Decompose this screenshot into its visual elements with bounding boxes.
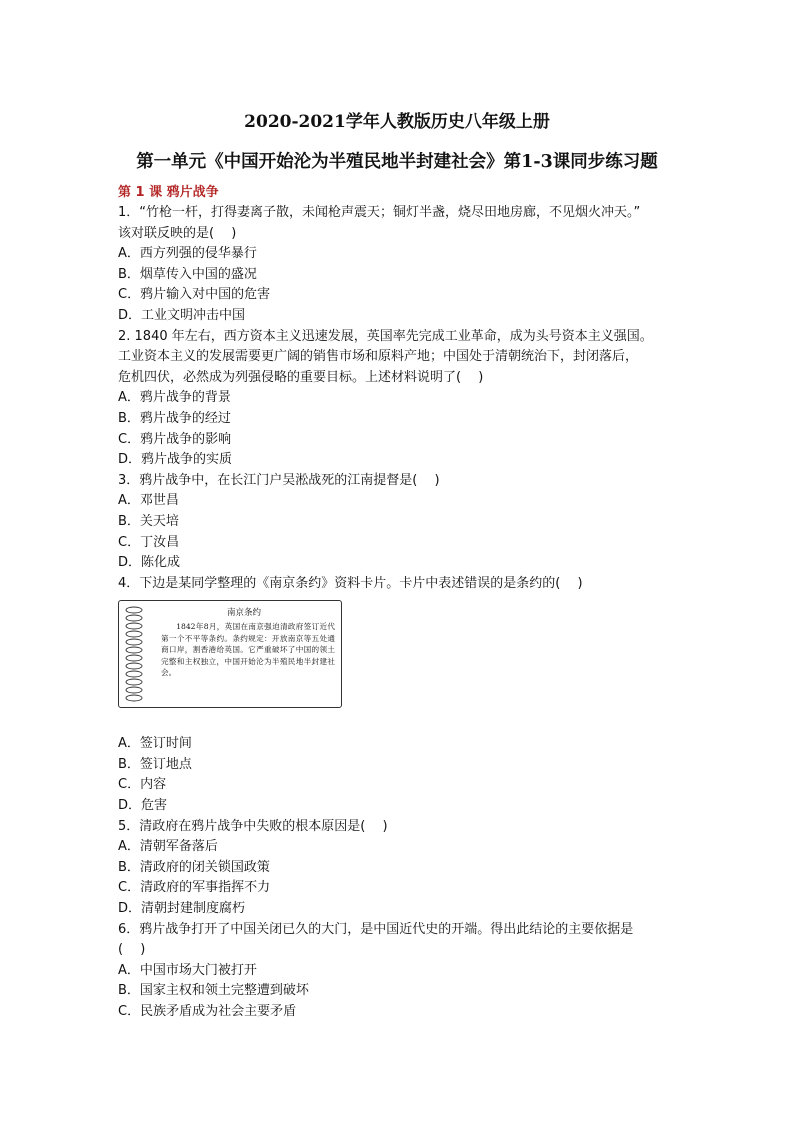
lesson-heading: 第 1 课 鸦片战争 (118, 185, 219, 200)
question-stem: 该对联反映的是( ) (118, 225, 237, 241)
document-title: 2020-2021学年人教版历史八年级上册 (244, 112, 550, 132)
option-d: D．陈化成 (118, 555, 181, 571)
question-2 (118, 327, 688, 471)
question-3 (118, 471, 688, 574)
option-a: A．西方列强的侵华暴行 (118, 246, 257, 262)
question-stem: 2. 1840 年左右，西方资本主义迅速发展，英国率先完成工业革命，成为头号资本主义强国。 (118, 328, 653, 344)
option-b: B．鸦片战争的经过 (118, 410, 231, 426)
question-4 (118, 574, 688, 817)
question-stem: 4．下边是某同学整理的《南京条约》资料卡片。卡片中表述错误的是条约的( ) (118, 575, 583, 591)
option-a: A．签订时间 (118, 736, 192, 752)
option-c: C．民族矛盾成为社会主要矛盾 (118, 1004, 297, 1019)
option-d: D．工业文明冲击中国 (118, 307, 246, 323)
question-list (118, 182, 688, 1023)
document-subtitle: 第一单元《中国开始沦为半殖民地半封建社会》第1-3课同步练习题 (136, 152, 658, 172)
option-b: B．清政府的闭关锁国政策 (118, 859, 270, 875)
option-d: D．鸦片战争的实质 (118, 452, 233, 468)
option-b: B．关天培 (118, 513, 179, 529)
option-c: C．内容 (118, 777, 167, 793)
option-a: A．鸦片战争的背景 (118, 390, 231, 406)
option-a: A．清朝军备落后 (118, 839, 218, 855)
option-c: C．清政府的军事指挥不力 (118, 880, 271, 896)
option-c: C．丁汝昌 (118, 534, 180, 550)
option-c: C．鸦片战争的影响 (118, 431, 232, 447)
option-b: B．国家主权和领土完整遭到破坏 (118, 983, 309, 999)
question-stem: 1．“竹枪一杆，打得妻离子散，未闻枪声震天；铜灯半盏，烧尽田地房廊，不见烟火冲天。” (118, 205, 641, 220)
card-figure (118, 594, 688, 734)
question-stem: 工业资本主义的发展需要更广阔的销售市场和原料产地；中国处于清朝统治下，封闭落后， (118, 349, 639, 365)
question-stem: 危机四伏，必然成为列强侵略的重要目标。上述材料说明了( ) (118, 369, 484, 385)
option-d: D．清朝封建制度腐朽 (118, 901, 246, 917)
question-5 (118, 817, 688, 920)
option-d: D．危害 (118, 798, 168, 814)
card-body: 1842年8月，英国在南京强迫清政府签订近代第一个不平等条约。条约规定：开放南京等五处通商口岸，割香港给英国。它严重破坏了中国的领土完整和主权独立，中国开始沦为半殖民地半封建社会。 (161, 622, 335, 677)
question-stem: 5．清政府在鸦片战争中失败的根本原因是( ) (118, 818, 388, 834)
question-1 (118, 203, 688, 327)
question-6 (118, 920, 688, 1023)
option-a: A．中国市场大门被打开 (118, 962, 257, 978)
option-b: B．签订地点 (118, 756, 192, 772)
question-stem: 6．鸦片战争打开了中国关闭已久的大门，是中国近代史的开端。得出此结论的主要依据是 (118, 921, 634, 937)
option-b: B．烟草传入中国的盛况 (118, 266, 257, 282)
question-stem: 3．鸦片战争中，在长江门户吴淞战死的江南提督是( ) (118, 472, 440, 488)
option-c: C．鸦片输入对中国的危害 (118, 287, 271, 303)
question-stem: ( ) (118, 942, 146, 958)
treaty-card (118, 600, 342, 708)
option-a: A．邓世昌 (118, 493, 179, 509)
spiral-binding-icon (123, 603, 145, 705)
card-title: 南京条约 (226, 608, 261, 619)
